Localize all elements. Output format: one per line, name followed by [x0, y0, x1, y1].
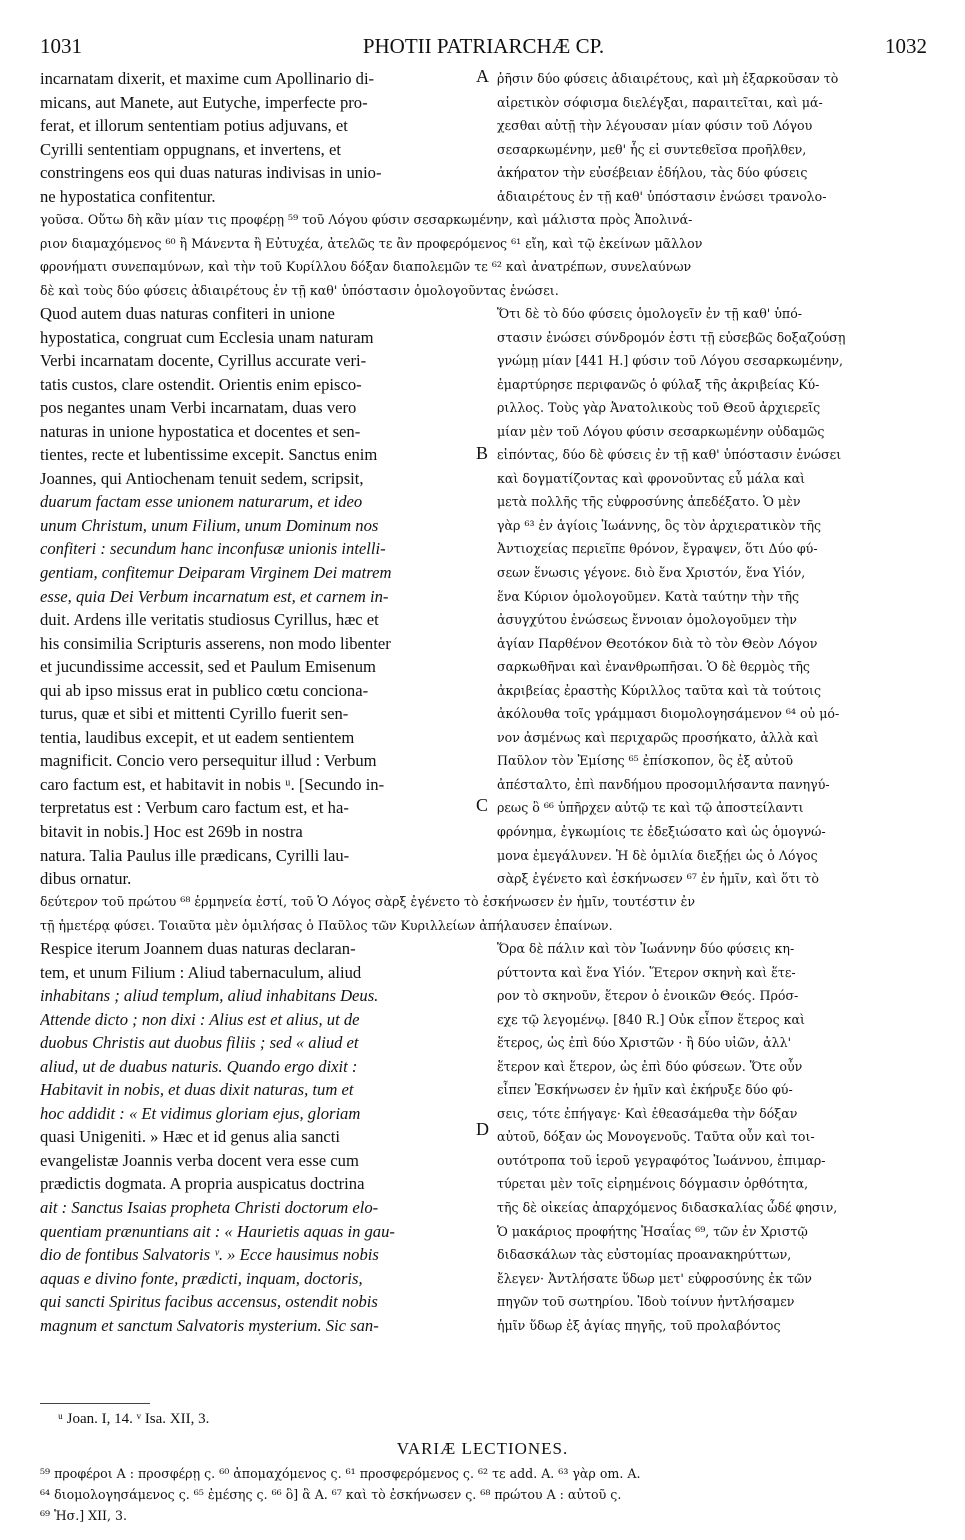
text-line: esse, quia Dei Verbum incarnatum est, et carnem in-	[40, 586, 389, 606]
text-line: pos negantes unam Verbi incarnatam, duas vero	[40, 398, 357, 418]
text-line: ferat, et illorum sententiam potius adjuvans, et	[40, 116, 348, 136]
text-line: ἡμῖν ὕδωρ ἐξ ἁγίας πηγῆς, τοῦ προλαβόντος	[497, 1317, 781, 1333]
text-line: ἕτερος, ὡς ἐπὶ δύο Χριστῶν · ἢ δύο υἱῶν, ἀλλ'	[497, 1035, 792, 1051]
text-line: duit. Ardens ille veritatis studiosus Cyrillus, hæc et	[40, 610, 379, 630]
text-line: εἰπόντας, δύο δὲ φύσεις ἐν τῇ καθ' ὑπόστασιν ἑνώσει	[497, 447, 842, 463]
text-line: tientes, recte et lubentissime excepit. Sanctus enim	[40, 445, 378, 465]
text-line: ριλλος. Τοὺς γὰρ Ἀνατολικοὺς τοῦ Θεοῦ ἀρχιερεῖς	[497, 400, 821, 416]
text-line: terpretatus est : Verbum caro factum est, et ha-	[40, 798, 349, 818]
text-line: Cyrilli sententiam oppugnans, et invertens, et	[40, 139, 341, 159]
text-line: σὰρξ ἐγένετο καὶ ἐσκήνωσεν ⁶⁷ ἐν ἡμῖν, καὶ ὅτι τὸ	[497, 871, 819, 887]
text-line: ριον διαμαχόμενος ⁶⁰ ἢ Μάνεντα ἢ Εὐτυχέα, ἀτελῶς τε ἂν προφερόμενος ⁶¹ εἴη, καὶ τῷ ἐκείνων μᾶλλον	[40, 235, 703, 251]
text-line: ἀπέσταλτο, ἐπὶ πανδήμου προσομιλήσαντα πανηγύ-	[497, 776, 830, 792]
text-line: πηγῶν τοῦ σωτηρίου. Ἰδοὺ τοίνυν ἠντλήσαμεν	[497, 1294, 795, 1310]
text-line: Παῦλον τὸν Ἐμίσης ⁶⁵ ἐπίσκοπον, ὃς ἐξ αὐτοῦ	[497, 753, 793, 769]
text-line: αἱρετικὸν σόφισμα διελέγξαι, παραιτεῖται, καὶ μά-	[497, 94, 823, 110]
text-line: qui sancti Spiritus facibus accensus, ostendit nobis	[40, 1292, 378, 1312]
text-line: bitavit in nobis.] Hoc est 269b in nostra	[40, 822, 303, 842]
greek-full-width-1	[40, 208, 932, 302]
text-line: et jucundissime accessit, sed et Paulum Emisenum	[40, 657, 376, 677]
text-line: tem, et unum Filium : Aliud tabernaculum, aliud	[40, 962, 362, 982]
footnote: ᵘ Joan. I, 14. ᵛ Isa. XII, 3.	[58, 1411, 210, 1427]
text-line: ἕνα Κύριον ὁμολογοῦμεν. Κατὰ ταύτην τὴν τῆς	[497, 588, 800, 604]
text-line: ait : Sanctus Isaias propheta Christi doctorum elo-	[40, 1198, 379, 1218]
text-line: σεων ἕνωσις γέγονε. διὸ ἕνα Χριστόν, ἕνα Υἱόν,	[497, 565, 806, 581]
text-line: inhabitans ; aliud templum, aliud inhabitans Deus.	[40, 986, 379, 1006]
text-line: μετὰ πολλῆς τῆς εὐφροσύνης ἀπεδέξατο. Ὁ μὲν	[497, 494, 801, 510]
text-line: τῇ ἡμετέρᾳ φύσει. Τοιαῦτα μὲν ὁμιλήσας ὁ Παῦλος τῶν Κυριλλείων ἀπήλαυσεν ἐπαίνων.	[40, 917, 613, 933]
text-line: quasi Unigeniti. » Hæc et id genus alia sancti	[40, 1127, 341, 1147]
text-line: τῆς δὲ οἰκείας ἀπαρχόμενος διδασκαλίας ὧδέ φησιν,	[497, 1200, 838, 1216]
text-line: φρόνημα, ἐγκωμίοις τε ἐδεξιώσατο καὶ ὡς ὁμογνώ-	[497, 824, 826, 840]
latin-column-middle	[40, 302, 472, 891]
text-line: confiteri : secundum hanc inconfusæ unionis intelli-	[40, 539, 386, 559]
text-line: ρύττοντα καὶ ἕνα Υἱόν. Ἕτερον σκηνὴ καὶ ἕτε-	[497, 964, 796, 980]
variae-lectiones	[40, 1463, 932, 1526]
variant-line: ⁶⁴ διομολογησάμενος ς. ⁶⁵ ἐμέσης ς. ⁶⁶ ὃ] ἃ A. ⁶⁷ καὶ τὸ ἐσκήνωσεν ς. ⁶⁸ πρώτου A : αὐτοῦ ς.	[40, 1487, 622, 1502]
text-line: duobus Christis aut duobus filiis ; sed « aliud et	[40, 1033, 359, 1053]
text-line: ἀδιαιρέτους ἐν τῇ καθ' ὑπόστασιν ἑνώσει τρανολο-	[497, 188, 827, 204]
text-line: σεις, τότε ἐπήγαγε· Καὶ ἐθεασάμεθα τὴν δόξαν	[497, 1105, 798, 1121]
text-line: aliud, ut de duabus naturis. Quando ergo dixit :	[40, 1056, 358, 1076]
margin-marker-a: A	[476, 66, 489, 86]
text-line: his consimilia Scripturis asserens, non modo libenter	[40, 633, 391, 653]
footnote-divider	[40, 1403, 150, 1404]
page-header	[40, 34, 927, 62]
text-line: καὶ δογματίζοντας καὶ φρονοῦντας εὖ μάλα καὶ	[497, 470, 806, 486]
text-line: ἀκόλουθα τοῖς γράμμασι διομολογησάμενον ⁶⁴ οὐ μό-	[497, 706, 840, 722]
text-line: quentiam prænuntians ait : « Haurietis aquas in gau-	[40, 1221, 395, 1241]
text-line: ουτότροπα τοῦ ἱεροῦ γεγραφότος Ἰωάννου, ἐπιμαρ-	[497, 1152, 826, 1168]
text-line: ῥῆσιν δύο φύσεις ἀδιαιρέτους, καὶ μὴ ἐξαρκοῦσαν τὸ	[497, 71, 839, 86]
text-line: χεσθαι αὐτῇ τὴν λέγουσαν μίαν φύσιν τοῦ Λόγου	[497, 118, 813, 134]
text-line: διδασκάλων τὰς εὐστομίας προανακηρύττων,	[497, 1247, 792, 1263]
text-line: hoc addidit : « Et vidimus gloriam ejus, gloriam	[40, 1103, 361, 1123]
text-line: σαρκωθῆναι καὶ ἐνανθρωπῆσαι. Ὁ δὲ θερμὸς τῆς	[497, 659, 810, 675]
greek-full-width-2	[40, 890, 932, 937]
text-line: turus, quæ et sibi et mittenti Cyrillo fuerit sen-	[40, 704, 349, 724]
text-line: Verbi incarnatam docente, Cyrillus accurate veri-	[40, 351, 367, 371]
page-number-right: 1032	[885, 34, 927, 58]
text-line: tatis custos, clare ostendit. Orientis enim episco-	[40, 374, 362, 394]
text-line: σεσαρκωμένην, μεθ' ἧς εἰ συντεθεῖσα προῆλθεν,	[497, 141, 807, 157]
text-line: γνώμῃ μίαν [441 H.] φύσιν τοῦ Λόγου σεσαρκωμένην,	[497, 353, 843, 369]
text-line: Attende dicto ; non dixi : Alius est et alius, ut de	[40, 1009, 360, 1029]
text-line: ἔλεγεν· Ἀντλήσατε ὕδωρ μετ' εὐφροσύνης ἐκ τῶν	[497, 1270, 812, 1286]
margin-marker-b: B	[476, 443, 489, 463]
text-line: qui ab ipso missus erat in publico cœtu conciona-	[40, 680, 369, 700]
text-line: caro factum est, et habitavit in nobis ᵘ. [Secundo in-	[40, 774, 385, 794]
text-line: unum Christum, unum Filium, unum Dominum nos	[40, 515, 379, 535]
text-line: micans, aut Manete, aut Eutyche, imperfecte pro-	[40, 92, 368, 112]
page-number-left: 1031	[40, 34, 82, 58]
text-line: dio de fontibus Salvatoris ᵛ. » Ecce hausimus nobis	[40, 1245, 379, 1265]
text-line: naturas in unione hypostatica et docentes et sen-	[40, 421, 361, 441]
margin-marker-d: D	[476, 1119, 489, 1139]
text-line: tentia, laudibus excepit, et ut eadem sentientem	[40, 727, 355, 747]
text-line: dibus ornatur.	[40, 869, 132, 889]
text-line: ἐμαρτύρησε περιφανῶς ὁ φύλαξ τῆς ἀκριβείας Κύ-	[497, 376, 820, 392]
text-line: τύρεται μὲν τοῖς εἰρημένοις δόγμασιν ὀρθότητα,	[497, 1176, 809, 1192]
text-line: ἁγίαν Παρθένον Θεοτόκον διὰ τὸ τὸν Θεὸν Λόγον	[497, 635, 818, 651]
greek-column-top	[497, 67, 929, 208]
text-line: Respice iterum Joannem duas naturas declaran-	[40, 939, 356, 958]
text-line: magnum et sanctum Salvatoris mysterium. Sic san-	[40, 1315, 379, 1335]
text-line: Quod autem duas naturas confiteri in unione	[40, 304, 335, 323]
text-line: γὰρ ⁶³ ἐν ἁγίοις Ἰωάννης, ὃς τὸν ἀρχιερατικὸν τῆς	[497, 517, 822, 533]
greek-column-middle	[497, 302, 929, 891]
text-line: Ὅρα δὲ πάλιν καὶ τὸν Ἰωάννην δύο φύσεις κη-	[497, 941, 795, 956]
text-line: incarnatam dixerit, et maxime cum Apollinario di-	[40, 69, 375, 88]
variae-lectiones-title: VARIÆ LECTIONES.	[396, 1439, 569, 1458]
text-line: hypostatica, congruat cum Ecclesia unam naturam	[40, 327, 374, 347]
text-line: ἀσυγχύτου ἑνώσεως ἔννοιαν ὁμολογοῦμεν τὴν	[497, 612, 797, 628]
text-line: ἀκήρατον τὴν εὐσέβειαν ἐδήλου, τὰς δύο φύσεις	[497, 165, 808, 181]
text-line: ne hypostatica confitentur.	[40, 186, 216, 206]
text-line: γοῦσα. Οὕτω δὴ κἂν μίαν τις προφέρῃ ⁵⁹ τοῦ Λόγου φύσιν σεσαρκωμένην, καὶ μάλιστα πρὸς Ἀπολινά-	[40, 212, 693, 227]
text-line: duarum factam esse unionem naturarum, et ideo	[40, 492, 363, 512]
text-line: constringens eos qui duas naturas indivisas in unio-	[40, 163, 382, 183]
latin-column-top	[40, 67, 472, 208]
text-line: Ἀντιοχείας περιεῖπε θρόνον, ἔγραψεν, ὅτι Δύο φύ-	[497, 541, 818, 557]
text-line: Habitavit in nobis, et duas dixit naturas, tum et	[40, 1080, 354, 1100]
text-line: εχε τῷ λεγομένῳ. [840 R.] Οὐκ εἶπον ἕτερος καὶ	[497, 1011, 805, 1027]
variant-line: ⁵⁹ προφέροι A : προσφέρῃ ς. ⁶⁰ ἀπομαχόμενος ς. ⁶¹ προσφερόμενος ς. ⁶² τε add. A. ⁶³ γὰρ om. A.	[40, 1466, 641, 1481]
text-line: ἀκριβείας ἐραστὴς Κύριλλος ταῦτα καὶ τὰ τούτοις	[497, 682, 822, 698]
text-line: ρεως ὃ ⁶⁶ ὑπῆρχεν αὐτῷ τε καὶ τῷ ἀποστείλαντι	[497, 800, 804, 816]
text-line: natura. Talia Paulus ille prædicans, Cyrilli lau-	[40, 845, 350, 865]
text-line: στασιν ἑνώσει σύνδρομόν ἐστι τῇ εὐσεβῶς δοξαζούσῃ	[497, 329, 846, 345]
latin-column-bottom	[40, 937, 472, 1337]
text-line: Joannes, qui Antiochenam tenuit sedem, scripsit,	[40, 468, 364, 488]
text-line: μονα ἐμεγάλυνεν. Ἡ δὲ ὁμιλία διεξῄει ὡς ὁ Λόγος	[497, 847, 818, 863]
text-line: magnificit. Concio vero persequitur illud : Verbum	[40, 751, 377, 771]
text-line: αὐτοῦ, δόξαν ὡς Μονογενοῦς. Ταῦτα οὖν καὶ τοι-	[497, 1129, 815, 1145]
text-line: Ὅτι δὲ τὸ δύο φύσεις ὁμολογεῖν ἐν τῇ καθ' ὑπό-	[497, 306, 803, 321]
greek-column-bottom	[497, 937, 929, 1337]
text-line: δεύτερον τοῦ πρώτου ⁶⁸ ἑρμηνεία ἐστί, τοῦ Ὁ Λόγος σὰρξ ἐγένετο τὸ ἐσκήνωσεν ἐν ἡμῖν, τουτέστιν ἐν	[40, 894, 696, 909]
text-line: prædictis dogmata. A propria auspicatus doctrina	[40, 1174, 365, 1194]
text-line: δὲ καὶ τοὺς δύο φύσεις ἀδιαιρέτους ἐν τῇ καθ' ὑπόστασιν ὁμολογοῦντας ἑνώσει.	[40, 282, 559, 298]
text-line: μίαν μὲν τοῦ Λόγου φύσιν σεσαρκωμένην οὐδαμῶς	[497, 423, 825, 439]
variant-line: ⁶⁹ Ἡσ.] XII, 3.	[40, 1508, 128, 1523]
text-line: ἕτερον καὶ ἕτερον, ὡς ἐπὶ δύο φύσεων. Ὅτε οὖν	[497, 1058, 803, 1074]
text-line: aquas e divino fonte, prædicti, inquam, doctoris,	[40, 1268, 363, 1288]
text-line: εἶπεν Ἐσκήνωσεν ἐν ἡμῖν καὶ ἐκήρυξε δύο φύ-	[497, 1082, 793, 1098]
text-line: gentiam, confitemur Deiparam Virginem Dei matrem	[40, 563, 392, 583]
text-line: νον ἀσμένως καὶ περιχαρῶς προσήκατο, ἀλλὰ καὶ	[497, 729, 819, 745]
text-line: evangelistæ Joannis verba docent vera esse cum	[40, 1150, 359, 1170]
margin-marker-c: C	[476, 795, 489, 815]
text-line: Ὁ μακάριος προφήτης Ἡσαΐας ⁶⁹, τῶν ἐν Χριστῷ	[497, 1223, 808, 1239]
text-line: ρον τὸ σκηνοῦν, ἕτερον ὁ ἐνοικῶν Θεός. Πρόσ-	[497, 988, 799, 1004]
text-line: φρονήματι συνεπαμύνων, καὶ τὴν τοῦ Κυρίλλου δόξαν διαπολεμῶν τε ⁶² καὶ ἀνατρέπων, συνελαύνων	[40, 259, 692, 275]
running-title: PHOTII PATRIARCHÆ CP.	[362, 34, 605, 58]
